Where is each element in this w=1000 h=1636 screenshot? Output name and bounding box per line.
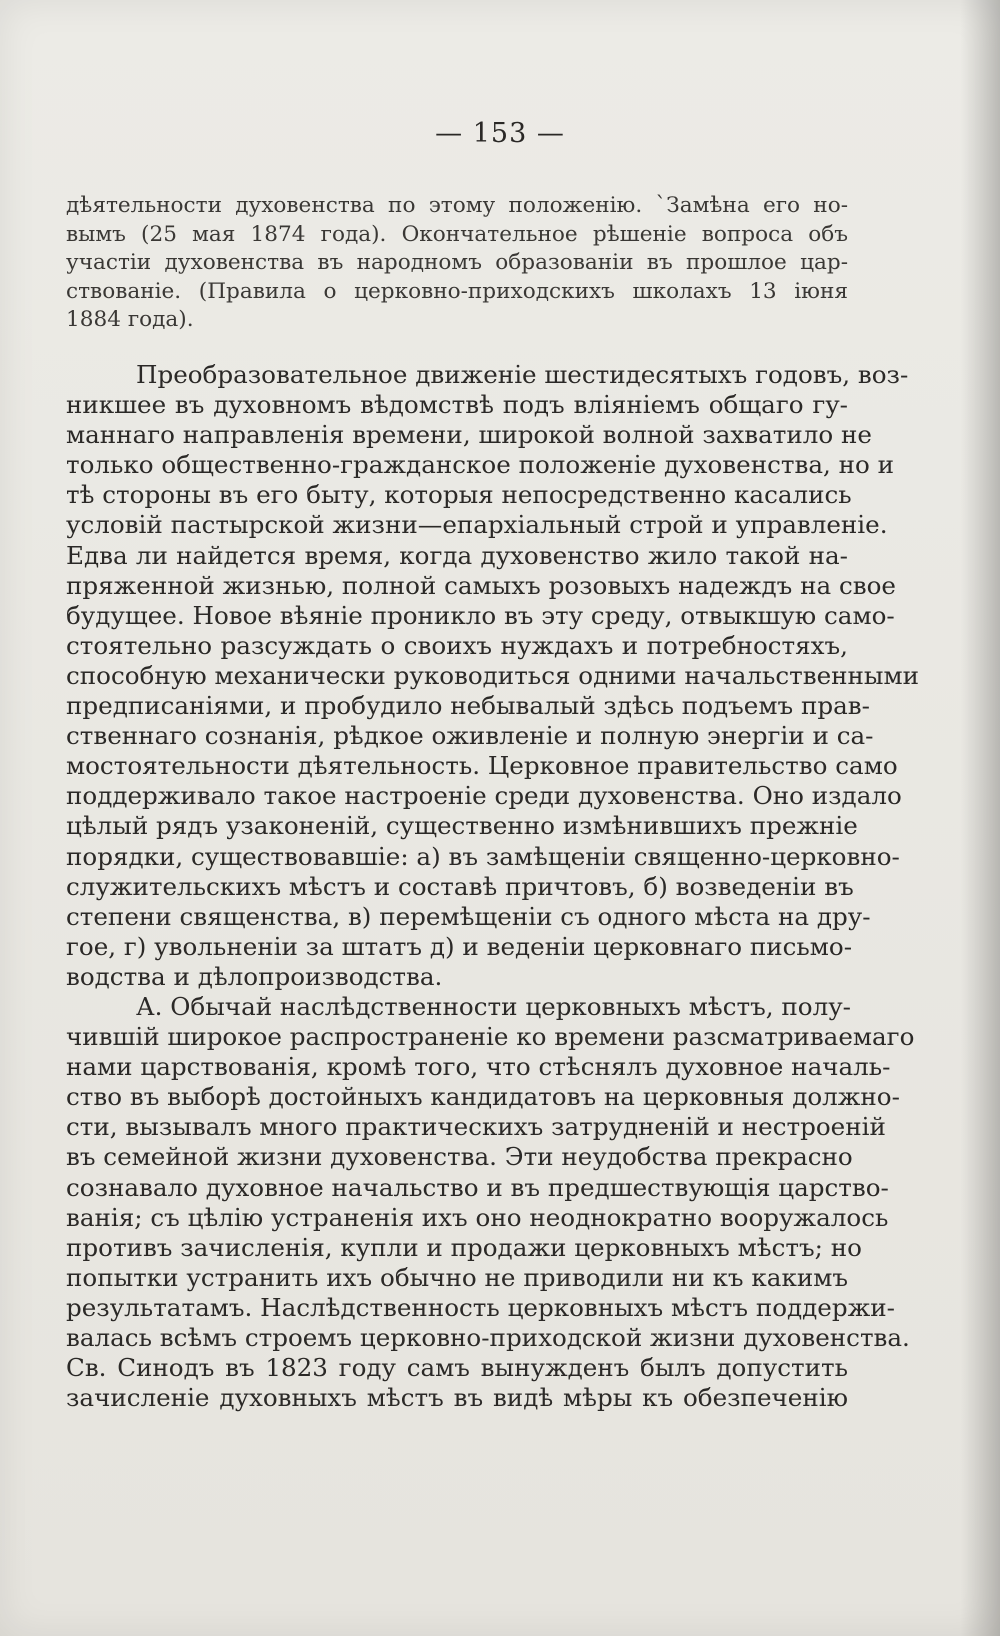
paragraph-2-line: чившій широкое распространеніе ко времени разсматриваемаго bbox=[66, 1022, 915, 1052]
paragraph-2-line: нами царствованія, кромѣ того, что стѣснялъ духовное началь- bbox=[66, 1052, 891, 1082]
paragraph-1-line: степени священства, в) перемѣщеніи съ одного мѣста на дру- bbox=[66, 901, 871, 931]
page-number: — 153 — bbox=[435, 118, 565, 149]
paragraph-1-line: порядки, существовавшіе: а) въ замѣщеніи священно-церковно- bbox=[66, 841, 900, 871]
paragraph-1-line: будущее. Новое вѣяніе проникло въ эту среду, отвыкшую само- bbox=[66, 600, 895, 630]
paragraph-2-line: сти, вызывалъ много практическихъ затрудненій и нестроеній bbox=[66, 1112, 886, 1142]
paragraph-2-line: зачисленіе духовныхъ мѣстъ въ видѣ мѣры къ обезпеченію bbox=[66, 1383, 848, 1413]
intro-line: дѣятельности духовенства по этому положенію. `Замѣна его но- bbox=[66, 193, 848, 218]
paragraph-1-line: способную механически руководиться одними начальственными bbox=[66, 660, 920, 690]
paragraph-1-line: ственнаго сознанія, рѣдкое оживленіе и полную энергіи и са- bbox=[66, 721, 874, 751]
paragraph-1-line: гое, г) увольненіи за штатъ д) и веденіи церковнаго письмо- bbox=[66, 931, 853, 961]
paragraph-1-line: предписаніями, и пробудило небывалый здѣсь подъемъ прав- bbox=[66, 691, 870, 721]
paragraph-1-line: мостоятельности дѣятельность. Церковное правительство само bbox=[66, 751, 898, 781]
paragraph-1-line: Преобразовательное движеніе шестидесятыхъ годовъ, воз- bbox=[136, 360, 909, 389]
paragraph-1-line: цѣлый рядъ узаконеній, существенно измѣнившихъ прежніе bbox=[66, 811, 858, 841]
paragraph-1-line: только общественно-гражданское положеніе духовенства, но и bbox=[66, 450, 895, 480]
paragraph-2-line: попытки устранить ихъ обычно не приводили ни къ какимъ bbox=[66, 1262, 848, 1292]
paragraph-1-line: маннаго направленія времени, широкой волной захватило не bbox=[66, 420, 872, 450]
paragraph-1-line: Едва ли найдется время, когда духовенство жило такой на- bbox=[66, 540, 848, 570]
body-text bbox=[66, 360, 920, 1413]
intro-line: 1884 года). bbox=[66, 307, 194, 333]
paragraph-2-line: Св. Синодъ въ 1823 году самъ вынужденъ былъ допустить bbox=[66, 1353, 848, 1383]
paragraph-1-line: условій пастырской жизни—епархіальный строй и управленіе. bbox=[66, 510, 888, 540]
paragraph-1-line: пряженной жизнью, полной самыхъ розовыхъ надеждъ на свое bbox=[66, 570, 896, 600]
intro-line: участіи духовенства въ народномъ образованіи въ прошлое цар- bbox=[66, 250, 848, 276]
paragraph-2-line: въ семейной жизни духовенства. Эти неудобства прекрасно bbox=[66, 1142, 853, 1172]
intro-paragraph bbox=[66, 192, 848, 335]
paragraph-1-line: служительскихъ мѣстъ и составѣ причтовъ, б) возведеніи въ bbox=[66, 871, 854, 901]
paragraph-2-line: ванія; съ цѣлію устраненія ихъ оно неоднократно вооружалось bbox=[66, 1202, 889, 1232]
paragraph-1-line: водства и дѣлопроизводства. bbox=[66, 961, 443, 991]
paragraph-2-line: противъ зачисленія, купли и продажи церковныхъ мѣстъ; но bbox=[66, 1232, 862, 1262]
paragraph-1-line: поддерживало такое настроеніе среди духовенства. Оно издало bbox=[66, 781, 902, 811]
intro-line: ствованіе. (Правила о церковно-приходскихъ школахъ 13 іюня bbox=[66, 278, 848, 304]
paragraph-2-line: валась всѣмъ строемъ церковно-приходской жизни духовенства. bbox=[66, 1323, 910, 1352]
page-edge-shadow bbox=[960, 0, 1000, 1636]
paragraph-1-line: тѣ стороны въ его быту, которыя непосредственно касались bbox=[66, 480, 852, 510]
paragraph-2-line: сознавало духовное начальство и въ предшествующія царство- bbox=[66, 1172, 889, 1202]
paragraph-2-line: А. Обычай наслѣдственности церковныхъ мѣстъ, полу- bbox=[136, 991, 851, 1021]
paragraph-1-line: стоятельно разсуждать о своихъ нуждахъ и потребностяхъ, bbox=[66, 630, 848, 660]
paragraph-1-line: никшее въ духовномъ вѣдомствѣ подъ вліяніемъ общаго гу- bbox=[66, 390, 848, 420]
paragraph-2-line: ство въ выборѣ достойныхъ кандидатовъ на церковныя должно- bbox=[66, 1082, 900, 1112]
intro-line: вымъ (25 мая 1874 года). Окончательное рѣшеніе вопроса объ bbox=[66, 221, 848, 247]
paragraph-2-line: результатамъ. Наслѣдственность церковныхъ мѣстъ поддержи- bbox=[66, 1292, 895, 1322]
